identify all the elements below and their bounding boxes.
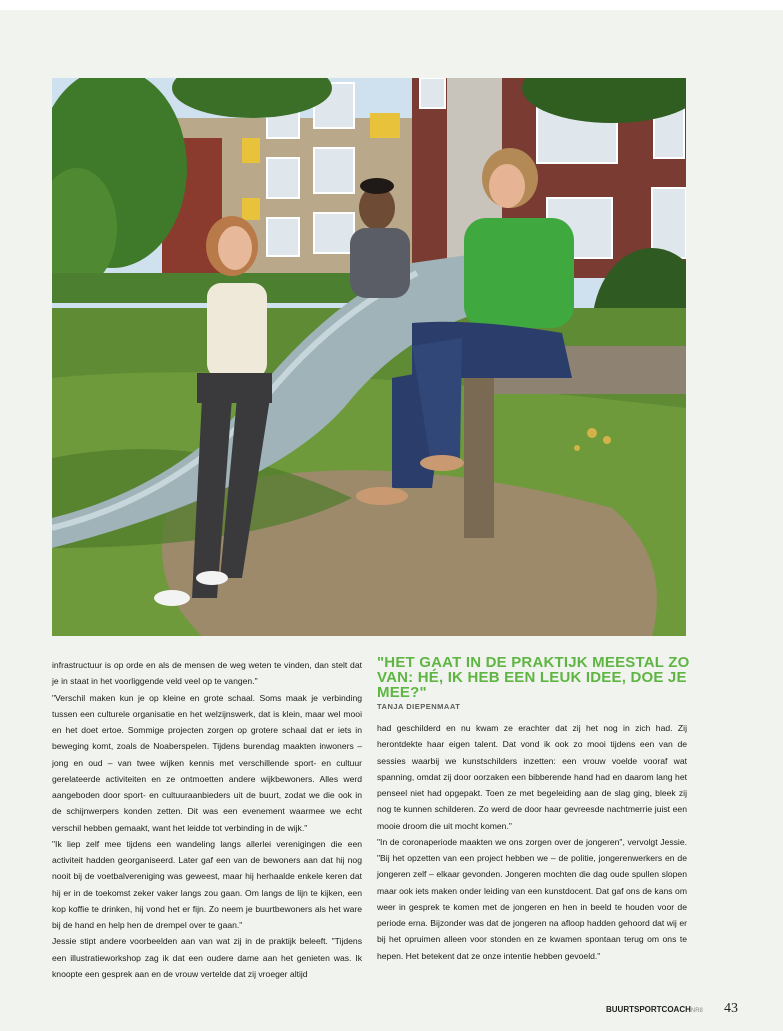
page-number: 43	[724, 1001, 738, 1016]
article-column-left	[52, 657, 362, 982]
paragraph: "In de coronaperiode maakten we ons zorgen over de jongeren", vervolgt Jessie. "Bij het opzetten van een project hebben we – de politie, jongerenwerkers en de jongeren zelf – elkaar gevonden. Jongeren mochten die dag oude spullen slopen maar ook iets maken onder leiding van een kunstdocent. Dat gaf ons de kans om weer in gesprek te komen met de jongeren en hen in beeld te houden voor de periode erna. Bijzonder was dat de jongeren na afloop hadden gehoord dat wij er bij het opruimen alleen voor stonden en ze kwamen spontaan terug om ons te hepen. Het betekent dat ze onze intentie hebben gevoeld."	[377, 836, 687, 961]
pull-quote: "HET GAAT IN DE PRAKTIJK MEESTAL ZO VAN: HÉ, IK HEB EEN LEUK IDEE, DOE JE MEE?"	[377, 654, 690, 701]
paragraph: had geschilderd en nu kwam ze erachter dat zij het nog in zich had. Zij herontdekte haar eigen talent. Dat vond ik ook zo mooi tijdens een van de sessies waarbij we kunstschilders inzetten: een vrouw voelde vooraf wat spanning, omdat zij door oorzaken een bibberende hand had en daarom lang het penseel niet had opgepakt. Toen ze met begeleiding aan de slag ging, bleek zij nog te kunnen schilderen. Zo werd de door haar gevreesde nachtmerrie juist een mooie droom die uit mocht komen."	[377, 723, 687, 831]
magazine-name	[606, 1005, 703, 1014]
article-column-right	[377, 720, 687, 964]
paragraph: "Ik liep zelf mee tijdens een wandeling langs allerlei verenigingen die een activiteit hadden georganiseerd. Later gaf een van de bewoners aan dat hij nog nooit bij de voetbalvereniging was geweest, maar hij herhaalde enkele keren dat hij er in de toekomst zeker vaker langs zou gaan. Om langs de lijn te kijken, een kop koffie te drinken, hij vond het er fijn. Zo neem je buurtbewoners als het ware bij de hand en help hen de drempel over te gaan."	[52, 838, 362, 930]
pull-quote-author: TANJA DIEPENMAAT	[377, 702, 461, 711]
paragraph: Jessie stipt andere voorbeelden aan van wat zij in de praktijk beleeft. "Tijdens een illustratieworkshop zag ik dat een oudere dame aan het genieten was. Ik knoopte een gesprek aan en de vrouw vertelde dat zij vroeger altijd	[52, 936, 362, 979]
paragraph: infrastructuur is op orde en als de mensen de weg weten te vinden, dan stelt dat je in staat in het voorliggende veld veel op te vangen."	[52, 660, 362, 687]
page-top-margin	[0, 0, 783, 10]
article-photo	[52, 78, 686, 636]
magazine-title: BUURTSPORTCOACH	[606, 1005, 691, 1014]
paragraph: "Verschil maken kun je op kleine en grote schaal. Soms maak je verbinding tussen een culturele organisatie en het welzijnswerk, dat is klein, maar wel mooi en het doet ertoe. Sommige projecten zorgen op grotere schaal dat er iets in beweging komt, zoals de Noaberspelen. Tijdens burendag maakten inwoners – jong en oud – van twee wijken kennis met verschillende sport- en cultuur gerelateerde activiteiten en ze ontmoetten andere wijkbewoners. Alles werd aangeboden door sport- en cultuuraanbieders uit de buurt, zodat we die ook in de schijnwerpers konden zetten. Dit was een evenement waarmee we echt verschil hebben gemaakt, want het leidde tot verbinding in de wijk."	[52, 692, 362, 833]
magazine-issue: NR8	[690, 1008, 703, 1014]
